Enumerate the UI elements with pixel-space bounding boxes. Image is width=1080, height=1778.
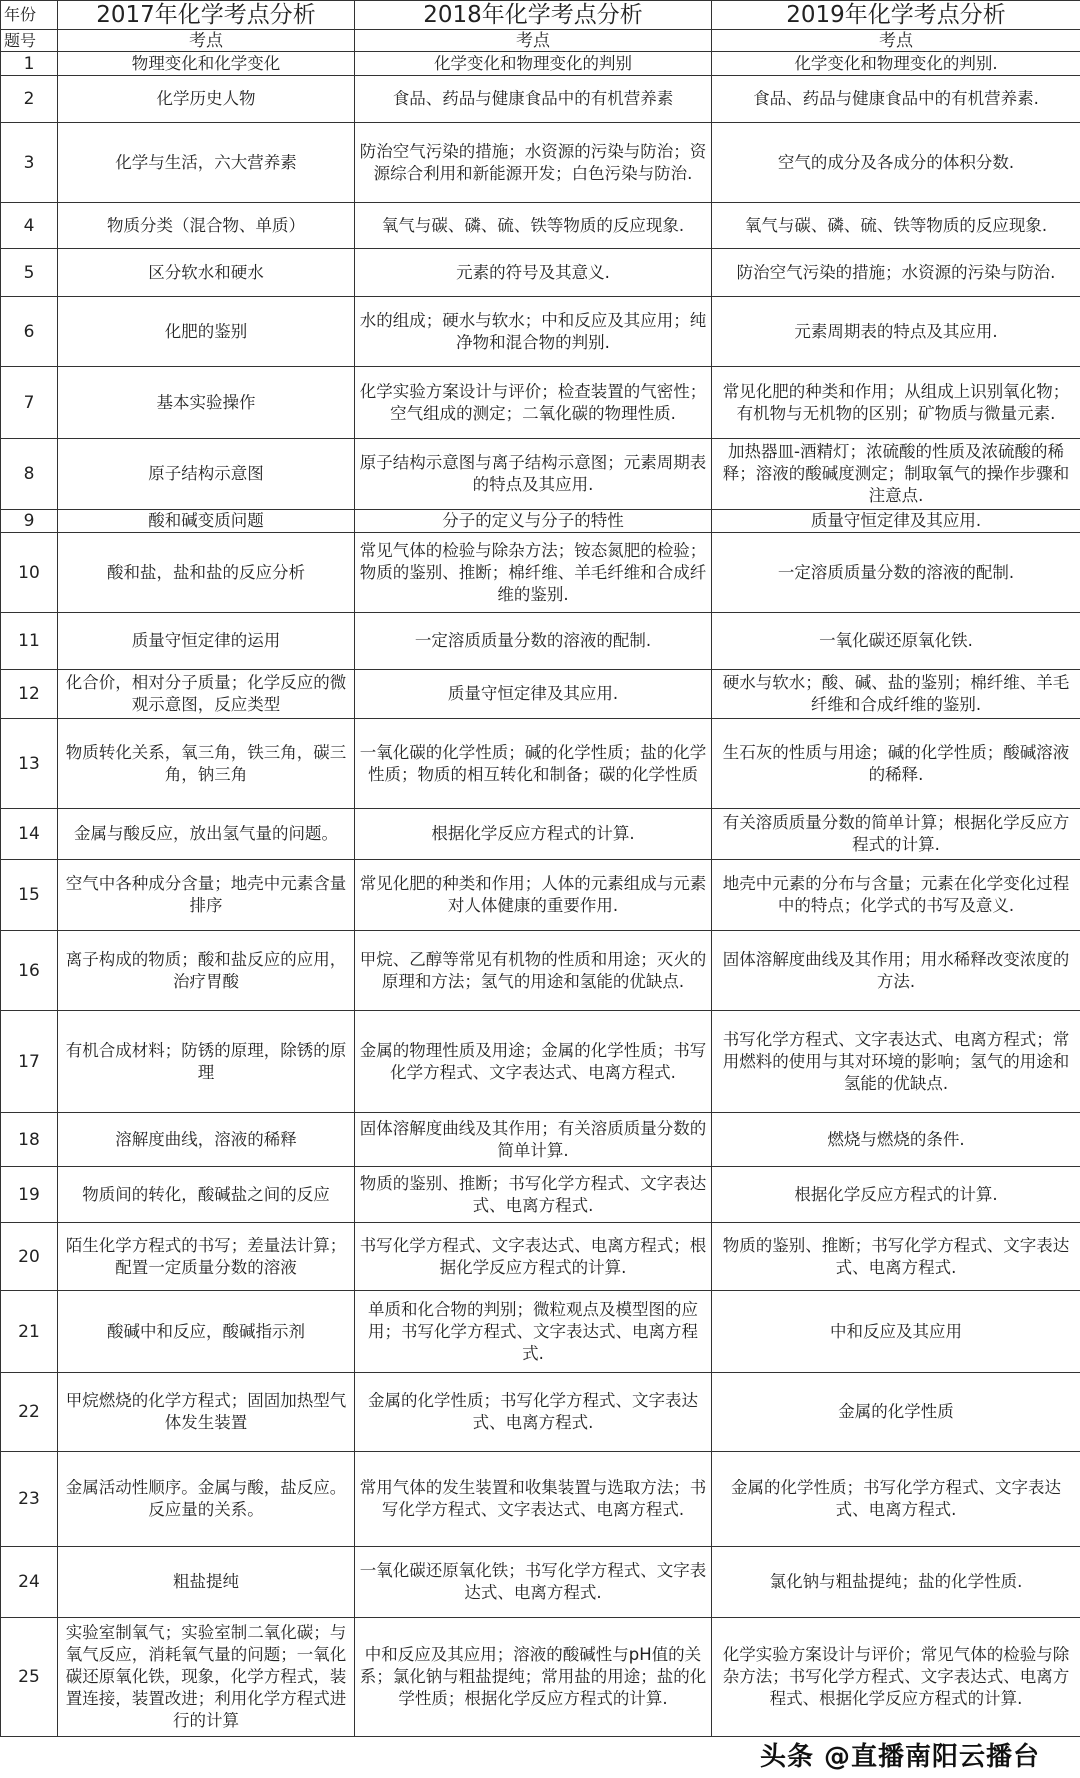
question-number: 7: [1, 367, 58, 439]
topic-2019: 化学实验方案设计与评价；常见气体的检验与除杂方法；书写化学方程式、文字表达式、电离方程式、根据化学反应方程式的计算.: [712, 1618, 1080, 1737]
topic-2017: 化肥的鉴别: [58, 297, 355, 367]
year-2018-header: 2018年化学考点分析: [355, 1, 712, 30]
question-number: 2: [1, 76, 58, 123]
topic-2017: 酸碱中和反应，酸碱指示剂: [58, 1291, 355, 1373]
topic-2017: 原子结构示意图: [58, 439, 355, 510]
year-label: 年份: [1, 1, 58, 30]
topic-2019: 防治空气污染的措施；水资源的污染与防治.: [712, 249, 1080, 297]
subheader-row: [1, 30, 1080, 52]
topic-2017: 金属活动性顺序。金属与酸，盐反应。反应量的关系。: [58, 1452, 355, 1547]
number-label: 题号: [1, 30, 58, 52]
table-row: [1, 931, 1080, 1011]
topic-2018: 金属的化学性质；书写化学方程式、文字表达式、电离方程式.: [355, 1373, 712, 1452]
table-row: [1, 1223, 1080, 1291]
topic-2018: 化学变化和物理变化的判别: [355, 52, 712, 76]
topic-2018: 防治空气污染的措施；水资源的污染与防治；资源综合利用和新能源开发；白色污染与防治.: [355, 123, 712, 203]
question-number: 10: [1, 533, 58, 613]
topic-2017: 化学历史人物: [58, 76, 355, 123]
topic-2018: 元素的符号及其意义.: [355, 249, 712, 297]
topic-2017: 有机合成材料；防锈的原理，除锈的原理: [58, 1011, 355, 1113]
topic-2018: 常用气体的发生装置和收集装置与选取方法；书写化学方程式、文字表达式、电离方程式.: [355, 1452, 712, 1547]
topic-2017: 甲烷燃烧的化学方程式；固固加热型气体发生装置: [58, 1373, 355, 1452]
table-row: [1, 439, 1080, 510]
topic-2018: 金属的物理性质及用途；金属的化学性质；书写化学方程式、文字表达式、电离方程式.: [355, 1011, 712, 1113]
question-number: 17: [1, 1011, 58, 1113]
table-row: [1, 297, 1080, 367]
question-number: 20: [1, 1223, 58, 1291]
topic-2017: 粗盐提纯: [58, 1547, 355, 1618]
topic-2017: 质量守恒定律的运用: [58, 613, 355, 670]
question-number: 12: [1, 670, 58, 719]
topic-2019: 硬水与软水；酸、碱、盐的鉴别；棉纤维、羊毛纤维和合成纤维的鉴别.: [712, 670, 1080, 719]
topic-2017: 酸和碱变质问题: [58, 510, 355, 533]
topic-2018: 中和反应及其应用；溶液的酸碱性与pH值的关系；氯化钠与粗盐提纯；常用盐的用途；盐的化学性质；根据化学反应方程式的计算.: [355, 1618, 712, 1737]
table-row: [1, 613, 1080, 670]
topic-2018: 常见气体的检验与除杂方法；铵态氮肥的检验；物质的鉴别、推断；棉纤维、羊毛纤维和合成纤维的鉴别.: [355, 533, 712, 613]
topic-2019: 生石灰的性质与用途；碱的化学性质；酸碱溶液的稀释.: [712, 719, 1080, 809]
question-number: 1: [1, 52, 58, 76]
topic-2018: 分子的定义与分子的特性: [355, 510, 712, 533]
question-number: 8: [1, 439, 58, 510]
question-number: 13: [1, 719, 58, 809]
topic-2017: 化合价，相对分子质量；化学反应的微观示意图，反应类型: [58, 670, 355, 719]
topic-2018: 一氧化碳的化学性质；碱的化学性质；盐的化学性质；物质的相互转化和制备；碳的化学性质: [355, 719, 712, 809]
topic-2018: 质量守恒定律及其应用.: [355, 670, 712, 719]
subheader-2019: 考点: [712, 30, 1080, 52]
topic-2019: 物质的鉴别、推断；书写化学方程式、文字表达式、电离方程式.: [712, 1223, 1080, 1291]
table-row: [1, 719, 1080, 809]
question-number: 3: [1, 123, 58, 203]
question-number: 6: [1, 297, 58, 367]
topic-2017: 金属与酸反应，放出氢气量的问题。: [58, 809, 355, 860]
question-number: 22: [1, 1373, 58, 1452]
topic-2017: 空气中各种成分含量；地壳中元素含量排序: [58, 860, 355, 931]
table-row: [1, 1373, 1080, 1452]
table-row: [1, 367, 1080, 439]
topic-2019: 固体溶解度曲线及其作用；用水稀释改变浓度的方法.: [712, 931, 1080, 1011]
topic-2018: 物质的鉴别、推断；书写化学方程式、文字表达式、电离方程式.: [355, 1167, 712, 1223]
topic-2019: 空气的成分及各成分的体积分数.: [712, 123, 1080, 203]
topic-2019: 氯化钠与粗盐提纯；盐的化学性质.: [712, 1547, 1080, 1618]
topic-2017: 物质转化关系，氧三角，铁三角，碳三角，钠三角: [58, 719, 355, 809]
question-number: 21: [1, 1291, 58, 1373]
watermark: 头条 @直播南阳云播台: [759, 1742, 1040, 1772]
topic-2019: 金属的化学性质；书写化学方程式、文字表达式、电离方程式.: [712, 1452, 1080, 1547]
topic-2019: 根据化学反应方程式的计算.: [712, 1167, 1080, 1223]
topic-2018: 化学实验方案设计与评价；检查装置的气密性；空气组成的测定；二氧化碳的物理性质.: [355, 367, 712, 439]
topic-2017: 基本实验操作: [58, 367, 355, 439]
topic-2018: 甲烷、乙醇等常见有机物的性质和用途；灭火的原理和方法；氢气的用途和氢能的优缺点.: [355, 931, 712, 1011]
table-row: [1, 203, 1080, 249]
topic-2018: 常见化肥的种类和作用；人体的元素组成与元素对人体健康的重要作用.: [355, 860, 712, 931]
question-number: 11: [1, 613, 58, 670]
year-2019-header: 2019年化学考点分析: [712, 1, 1080, 30]
table-row: [1, 533, 1080, 613]
table-row: [1, 1167, 1080, 1223]
topic-2018: 固体溶解度曲线及其作用；有关溶质质量分数的简单计算.: [355, 1113, 712, 1167]
topic-2019: 燃烧与燃烧的条件.: [712, 1113, 1080, 1167]
topic-2018: 原子结构示意图与离子结构示意图；元素周期表的特点及其应用.: [355, 439, 712, 510]
question-number: 5: [1, 249, 58, 297]
question-number: 25: [1, 1618, 58, 1737]
topic-2019: 一氧化碳还原氧化铁.: [712, 613, 1080, 670]
topic-2017: 物理变化和化学变化: [58, 52, 355, 76]
table-row: [1, 510, 1080, 533]
topic-2019: 常见化肥的种类和作用；从组成上识别氧化物；有机物与无机物的区别；矿物质与微量元素.: [712, 367, 1080, 439]
table-row: [1, 1291, 1080, 1373]
topic-2019: 氧气与碳、磷、硫、铁等物质的反应现象.: [712, 203, 1080, 249]
topic-2019: 化学变化和物理变化的判别.: [712, 52, 1080, 76]
year-2017-header: 2017年化学考点分析: [58, 1, 355, 30]
table-row: [1, 249, 1080, 297]
topic-2018: 书写化学方程式、文字表达式、电离方程式；根据化学反应方程式的计算.: [355, 1223, 712, 1291]
topic-2018: 食品、药品与健康食品中的有机营养素: [355, 76, 712, 123]
topic-2017: 实验室制氧气；实验室制二氧化碳；与氧气反应，消耗氧气量的问题；一氧化碳还原氧化铁，现象，化学方程式，装置连接，装置改进；利用化学方程式进行的计算: [58, 1618, 355, 1737]
question-number: 19: [1, 1167, 58, 1223]
topic-2017: 陌生化学方程式的书写；差量法计算；配置一定质量分数的溶液: [58, 1223, 355, 1291]
topic-2019: 一定溶质质量分数的溶液的配制.: [712, 533, 1080, 613]
table-row: [1, 1011, 1080, 1113]
table-row: [1, 1618, 1080, 1737]
subheader-2017: 考点: [58, 30, 355, 52]
table-row: [1, 76, 1080, 123]
question-number: 18: [1, 1113, 58, 1167]
question-number: 4: [1, 203, 58, 249]
topic-2018: 氧气与碳、磷、硫、铁等物质的反应现象.: [355, 203, 712, 249]
table-row: [1, 123, 1080, 203]
question-number: 15: [1, 860, 58, 931]
year-header-row: [1, 1, 1080, 30]
subheader-2018: 考点: [355, 30, 712, 52]
table-row: [1, 860, 1080, 931]
table-row: [1, 1547, 1080, 1618]
topic-2018: 一定溶质质量分数的溶液的配制.: [355, 613, 712, 670]
topic-2018: 根据化学反应方程式的计算.: [355, 809, 712, 860]
topic-2017: 区分软水和硬水: [58, 249, 355, 297]
table-row: [1, 1113, 1080, 1167]
topic-2019: 质量守恒定律及其应用.: [712, 510, 1080, 533]
topic-2019: 地壳中元素的分布与含量；元素在化学变化过程中的特点；化学式的书写及意义.: [712, 860, 1080, 931]
topic-2019: 元素周期表的特点及其应用.: [712, 297, 1080, 367]
topic-2019: 中和反应及其应用: [712, 1291, 1080, 1373]
topic-2017: 物质间的转化，酸碱盐之间的反应: [58, 1167, 355, 1223]
question-number: 23: [1, 1452, 58, 1547]
table-row: [1, 809, 1080, 860]
table-row: [1, 670, 1080, 719]
question-number: 24: [1, 1547, 58, 1618]
question-number: 9: [1, 510, 58, 533]
topic-2019: 加热器皿-酒精灯；浓硫酸的性质及浓硫酸的稀释；溶液的酸碱度测定；制取氧气的操作步骤和注意点.: [712, 439, 1080, 510]
topic-2019: 书写化学方程式、文字表达式、电离方程式；常用燃料的使用与其对环境的影响；氢气的用途和氢能的优缺点.: [712, 1011, 1080, 1113]
topic-2017: 物质分类（混合物、单质）: [58, 203, 355, 249]
topic-2018: 单质和化合物的判别；微粒观点及模型图的应用；书写化学方程式、文字表达式、电离方程式.: [355, 1291, 712, 1373]
question-number: 14: [1, 809, 58, 860]
table-row: [1, 1452, 1080, 1547]
topic-2018: 一氧化碳还原氧化铁；书写化学方程式、文字表达式、电离方程式.: [355, 1547, 712, 1618]
topic-2019: 有关溶质质量分数的简单计算；根据化学反应方程式的计算.: [712, 809, 1080, 860]
topic-2017: 溶解度曲线，溶液的稀释: [58, 1113, 355, 1167]
topic-2017: 酸和盐，盐和盐的反应分析: [58, 533, 355, 613]
topic-2019: 金属的化学性质: [712, 1373, 1080, 1452]
topic-2017: 离子构成的物质；酸和盐反应的应用，治疗胃酸: [58, 931, 355, 1011]
topic-2017: 化学与生活，六大营养素: [58, 123, 355, 203]
question-number: 16: [1, 931, 58, 1011]
table-row: [1, 52, 1080, 76]
topic-2018: 水的组成；硬水与软水；中和反应及其应用；纯净物和混合物的判别.: [355, 297, 712, 367]
topic-2019: 食品、药品与健康食品中的有机营养素.: [712, 76, 1080, 123]
